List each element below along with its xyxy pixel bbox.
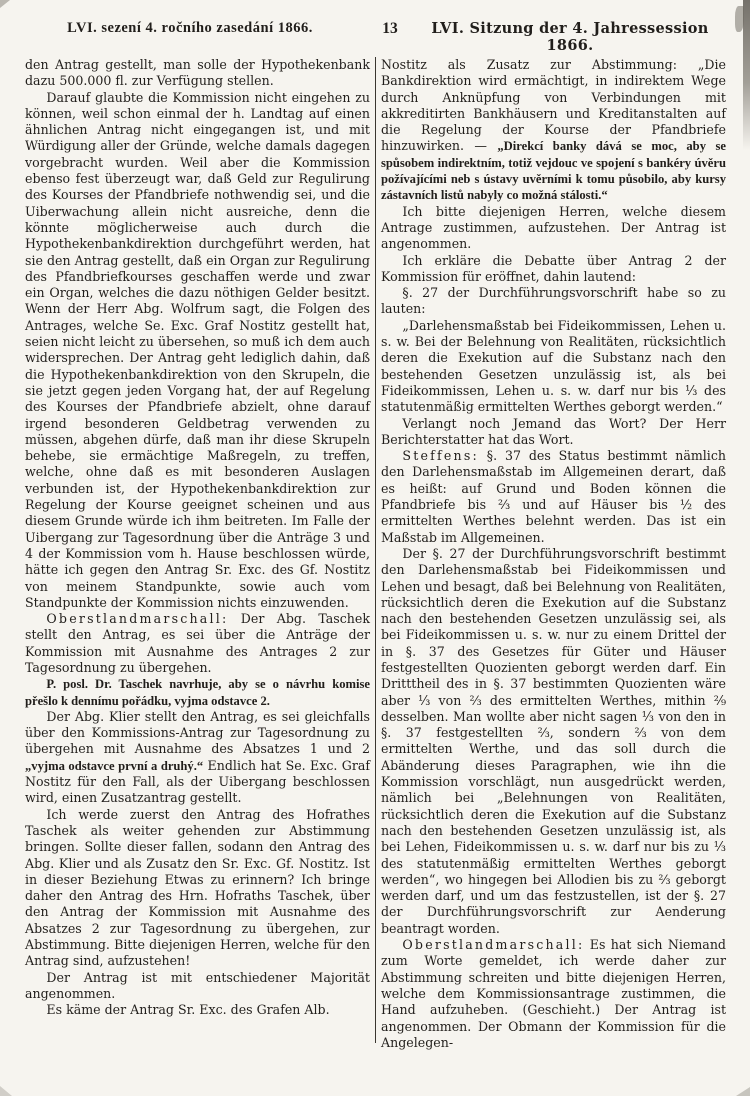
paragraph — [381, 253, 726, 286]
german-text-segment: Endlich hat Se. Exc. Graf Nostitz für den Fall, als der Uibergang beschlossen wird, einen Zusatzantrag gestellt. — [25, 757, 371, 806]
german-text-segment: Es hat sich Niemand zum Worte gemeldet, ich werde daher zur Abstimmung schreiten und bitte diejenigen Herren, welche dem Kommissionsantrage zustimmen, die Hand aufzuheben. (Geschieht.) Der Antrag ist angenommen. Der Obmann der Kommission für die Angelegen- — [381, 937, 726, 1050]
paragraph — [25, 709, 370, 807]
header-session-german: LVI. Sitzung der 4. Jahressession 1866. — [431, 20, 709, 54]
german-text-segment: Der §. 27 der Durchführungsvorschrift bestimmt den Darlehensmaßstab bei Fideikommissen und Lehen und besagt, daß bei Belehnung von Realitäten, rücksichtlich deren die Exekution auf die Substanz nach den bestehenden Gesetzen unzulässig sei, als bei Fideikommissen u. s. w. nur zu einem Drittel der in §. 37 des Gesetzes für Güter und Häuser festgestellten Quozienten geborgt werden darf. Ein Dritttheil des in §. 37 bestimmten Quozienten wäre aber ⅓ von ⅔ des ermittelten Werthes, mithin ²⁄₉ desselben. Man wollte aber nicht sagen ⅓ von den in §. 37 festgestellten ⅔, sondern ⅔ von dem ermittelten Werthe, und das soll durch die Abänderung dieses Paragraphen, wie ihn die Kommission vorschlägt, nun ausgedrückt werden, nämlich bei „Belehnungen von Realitäten, rücksichtlich deren die Exekution auf die Substanz nach den bestehenden Gesetzen unzulässig ist, als bei Lehen, Fideikommissen u. s. w. darf nur bis zu ⅓ des statutenmäßig ermittelten Werthes geborgt werden“, wo hingegen bei Allodien bis zu ⅔ geborgt werden darf, und um das festzustellen, ist der §. 27 der Durchführungsvorschrift zur Aenderung beantragt worden. — [381, 545, 726, 936]
scan-artifact-bottom-right — [736, 1087, 750, 1096]
german-text-segment: Ich werde zuerst den Antrag des Hofrathes Taschek als weiter gehenden zur Abstimmung bringen. Sollte dieser fallen, sodann den Antrag des Abg. Klier und als Zusatz den Sr. Exc. Gf. Nostitz. Ist in dieser Beziehung Etwas zu erinnern? Ich bringe daher den Antrag des Hrn. Hofraths Taschek, über den Antrag der Kommission mit Ausnahme des Absatzes 2 zur Tagesordnung zu übergehen, zur Abstimmung. Bitte diejenigen Herren, welche für den Antrag sind, aufzustehen! — [25, 806, 370, 969]
german-text-segment: Darauf glaubte die Kommission nicht eingehen zu können, weil schon einmal der h. Landtag auf einen ähnlichen Antrag nicht eingegangen ist, und mit Würdigung aller der Gründe, welche damals dagegen vorgebracht wurden. Weil aber die Kommission ebenso fest überzeugt war, daß Geld zur Regulirung des Kourses der Pfandbriefe nothwendig sei, und die Uiberwachung allein nicht ausreiche, denn die könnte möglicherweise auch durch die Hypothekenbankdirektion durchgeführt werden, hat sie den Antrag gestellt, daß ein Organ zur Regulirung des Pfandbriefkourses geschaffen werde und zwar ein Organ, welches die dazu nöthigen Gelder besitzt. Wenn der Herr Abg. Wolfrum sagt, die Folgen des Antrages, welche Se. Exc. Graf Nostitz gestellt hat, seien nicht leicht zu übersehen, so muß ich dem auch widersprechen. Der Antrag geht lediglich dahin, daß die Hypothekenbankdirektion von den Skrupeln, die sie jetzt gegen jeden Vorgang hat, der auf Regelung des Kourses der Pfandbriefe abzielt, ohne darauf irgend besonderen Geldbetrag verwenden zu müssen, abgehen dürfe, daß man ihr diese Skrupeln behebe, sie ermächtige Maßregeln, zu treffen, welche, ohne daß es mit besonderen Auslagen verbunden ist, der Hypothekenbankdirektion zur Regelung der Kourse geeignet scheinen und aus diesem Grunde würde ich ihm beitreten. Im Falle der Uibergang zur Tagesordnung über die Anträge 3 und 4 der Kommission vom h. Hause beschlossen würde, hätte ich gegen den Antrag Sr. Exc. des Gf. Nostitz von meinem Standpunkte, sowie auch vom Standpunkte der Kommission nichts einzuwenden. — [25, 89, 370, 610]
paragraph — [25, 57, 370, 90]
paragraph — [25, 807, 370, 970]
paragraph — [25, 1002, 370, 1018]
czech-text-segment: „Direkcí banky dává se moc, aby se spůsobem indirektním, totiž vejdouc ve spojení s bankéry úvěru požívajícími neb s ústavy uvěrními k tomu působilo, aby kursy zástavních listů nabyly co možná stálosti.“ — [381, 139, 726, 203]
paragraph — [25, 970, 370, 1003]
paragraph — [381, 285, 726, 318]
paragraph — [25, 90, 370, 612]
scan-artifact-top-left — [0, 0, 10, 8]
speaker-name: Oberstlandmarschall: — [402, 937, 585, 953]
page-header — [0, 20, 750, 54]
right-column — [381, 57, 726, 1051]
paragraph — [381, 448, 726, 546]
speaker-name: Steffens: — [402, 448, 479, 464]
czech-text-segment: P. posl. Dr. Taschek navrhuje, aby se o návrhu komise přešlo k dennímu pořádku, vyjma odstavce 2. — [25, 677, 370, 708]
german-text-segment: Es käme der Antrag Sr. Exc. des Grafen Alb. — [46, 1002, 330, 1018]
paragraph — [381, 546, 726, 937]
german-text-segment: „Darlehensmaßstab bei Fideikommissen, Lehen u. s. w. Bei der Belehnung von Realitäten, rücksichtlich deren die Exekution auf die Substanz nach den bestehenden Gesetzen unzulässig ist, als bei Fideikommissen, Lehen u. s. w. darf nur bis ⅓ des statutenmäßig ermittelten Werthes geborgt werden.“ — [381, 317, 726, 415]
german-text-segment: Nostitz als Zusatz zur Abstimmung: „Die Bankdirektion wird ermächtigt, in indirektem Wege durch Anknüpfung von Verbindungen mit akkreditirten Bankhäusern und Kreditanstalten auf die Regelung der Kourse der Pfandbriefe hinzuwirken. — — [381, 57, 726, 154]
german-text-segment: Der Antrag ist mit entschiedener Majorität angenommen. — [25, 969, 370, 1001]
german-text-segment: Ich erkläre die Debatte über Antrag 2 der Kommission für eröffnet, dahin lautend: — [381, 252, 726, 284]
speaker-name: Oberstlandmarschall: — [46, 611, 229, 627]
german-text-segment: §. 37 des Status bestimmt nämlich den Darlehensmaßstab im Allgemeinen derart, daß es heißt: auf Grund und Boden können die Pfandbriefe bis ⅔ und auf Häuser bis ½ des ermittelten Werthes belehnt werden. Das ist ein Maßstab im Allgemeinen. — [381, 448, 726, 545]
german-text-segment: den Antrag gestellt, man solle der Hypothekenbank dazu 500.000 fl. zur Verfügung stellen. — [25, 57, 370, 89]
german-text-segment: Verlangt noch Jemand das Wort? Der Herr Berichterstatter hat das Wort. — [381, 415, 726, 447]
czech-text-segment: „vyjma odstavce první a druhý.“ — [25, 758, 204, 773]
german-text-segment: Ich bitte diejenigen Herren, welche diesem Antrage zustimmen, aufzustehen. Der Antrag ist angenommen. — [381, 203, 726, 252]
paragraph — [381, 318, 726, 416]
german-text-segment: Der Abg. Taschek stellt den Antrag, es sei über die Anträge der Kommission mit Ausnahme des Antrages 2 zur Tagesordnung zu übergehen. — [25, 611, 370, 675]
german-text-segment: Der Abg. Klier stellt den Antrag, es sei gleichfalls über den Kommissions-Antrag zur Tagesordnung zu übergehen mit Ausnahme des Absatzes 1 und 2 — [25, 708, 370, 757]
paragraph — [25, 676, 370, 709]
left-column — [25, 57, 370, 1019]
paragraph — [381, 57, 726, 204]
german-text-segment: §. 27 der Durchführungsvorschrift habe so zu lauten: — [381, 285, 726, 317]
paragraph — [381, 416, 726, 449]
page-number: 13 — [382, 20, 398, 37]
header-session-czech: LVI. sezení 4. ročního zasedání 1866. — [67, 20, 313, 36]
paragraph — [381, 204, 726, 253]
paragraph — [25, 611, 370, 676]
column-divider-rule — [375, 57, 376, 1043]
paragraph — [381, 937, 726, 1051]
scan-artifact-bottom-left — [0, 1086, 12, 1096]
